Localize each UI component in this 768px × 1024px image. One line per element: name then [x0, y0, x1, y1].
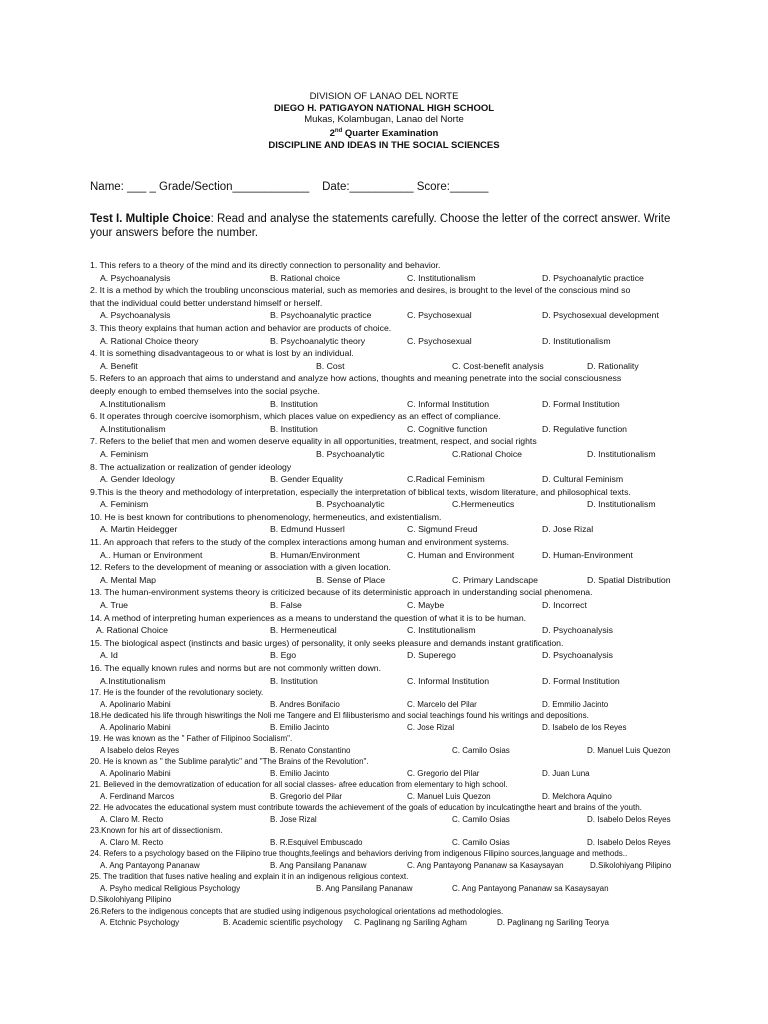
answer-option: B. Human/Environment [270, 549, 360, 560]
question-stem: 6. It operates through coercive isomorphism, which places value on expediency as an effect of compliance. [90, 411, 501, 422]
answer-option: C. Informal Institution [407, 675, 490, 686]
answer-option: B. Psychoanalytic theory [270, 335, 366, 346]
answer-option: C. Institutionalism [407, 625, 476, 636]
answer-options [90, 860, 690, 872]
answer-option: A.Institutionalism [100, 675, 166, 686]
exam-label: Quarter Examination [342, 128, 439, 140]
answer-option: A. Benefit [100, 360, 138, 371]
question-item [90, 662, 690, 687]
answer-option: A. Apolinario Mabini [100, 699, 171, 709]
answer-option: D. Psychosexual development [542, 310, 659, 321]
quarter-number: 2 [329, 128, 335, 140]
question-item [90, 871, 690, 894]
question-stem: 10. He is best known for contributions to phenomenology, hermeneutics, and existentialism. [90, 511, 442, 522]
answer-option: C. Camilo Osias [452, 814, 510, 824]
question-item [90, 372, 690, 410]
answer-option: D. Jose Rizal [542, 524, 594, 535]
answer-option: B. Institution [270, 423, 318, 434]
answer-option: D. Institutionalism [587, 448, 656, 459]
answer-option: D.Sikolohiyang Pilipino [590, 860, 672, 870]
answer-options [90, 335, 690, 348]
answer-option: C. Cognitive function [407, 423, 488, 434]
answer-option: B. Andres Bonifacio [270, 699, 340, 709]
answer-option: A. Psychoanalysis [100, 310, 171, 321]
question-stem: 13. The human-environment systems theory is criticized because of its deterministic approach in understanding social phenomena. [90, 587, 593, 598]
answer-option: B. Gender Equality [270, 474, 343, 485]
question-stem: 2. It is a method by which the troubling unconscious material, such as memories and desires, is brought to the level of the conscious mind so [90, 285, 631, 296]
answer-option: B. Rational choice [270, 272, 341, 283]
school-name: DIEGO H. PATIGAYON NATIONAL HIGH SCHOOL [273, 102, 495, 114]
answer-option: B. Psychoanalytic [316, 448, 385, 459]
answer-options [90, 309, 690, 322]
answer-option: B. Institution [270, 398, 318, 409]
answer-option: A. Feminism [100, 499, 149, 510]
question-stem: 18.He dedicated his life through hiswritings the Noli me Tangere and El filibusterismo and social teachings found his writings and depositions. [90, 711, 589, 721]
question-stem: 3. This theory explains that human action and behavior are products of choice. [90, 322, 392, 333]
answer-options [90, 917, 690, 929]
answer-option: B. Renato Constantino [270, 745, 351, 755]
answer-option: D. Spatial Distribution [587, 574, 671, 585]
division-line: DIVISION OF LANAO DEL NORTE [309, 91, 459, 102]
answer-option: B. Institution [270, 675, 318, 686]
answer-option: A. Id [100, 650, 118, 661]
answer-option: D. Formal Institution [542, 398, 620, 409]
answer-option: C.Rational Choice [452, 448, 523, 459]
exam-quarter [0, 126, 768, 140]
question-stem: 23.Known for his art of dissectionism. [90, 826, 223, 836]
answer-option: D. Rationality [587, 360, 639, 371]
question-stem: 8. The actualization or realization of gender ideology [90, 461, 292, 472]
question-item [90, 612, 690, 637]
answer-option: D. Regulative function [542, 423, 627, 434]
question-item [90, 733, 690, 756]
answer-option: A. Psyho medical Religious Psychology [100, 883, 241, 893]
answer-option: B. False [270, 600, 302, 611]
question-list [90, 259, 690, 929]
answer-option: B. R.Esquivel Embuscado [270, 837, 363, 847]
question-item [90, 586, 690, 611]
answer-options [90, 360, 690, 373]
answer-option: B. Cost [316, 360, 345, 371]
question-item [90, 511, 690, 536]
question-stem: 17. He is the founder of the revolutionary society. [90, 688, 264, 698]
school-address: Mukas, Kolambugan, Lanao del Norte [304, 114, 464, 126]
answer-options [90, 768, 690, 780]
question-stem: 22. He advocates the educational system must contribute towards the achievement of the goals of education by inculcatingthe heart and brains of the youth. [90, 803, 642, 813]
question-item [90, 687, 690, 710]
question-item [90, 461, 690, 486]
answer-option: C. Camilo Osias [452, 837, 510, 847]
answer-option: C. Psychosexual [407, 310, 472, 321]
answer-option: D. Isabelo Delos Reyes [587, 814, 671, 824]
answer-option: B. Sense of Place [316, 574, 386, 585]
answer-option: D. Juan Luna [542, 768, 590, 778]
answer-options [90, 883, 690, 895]
question-item [90, 486, 690, 511]
answer-option: D. Isabelo de los Reyes [542, 722, 627, 732]
student-info-line: Name: ___ _ Grade/Section____________ Date:__________ Score:______ [90, 181, 489, 193]
answer-option: D. Psychoanalysis [542, 625, 613, 636]
question-item [90, 322, 690, 347]
question-stem: D.Sikolohiyang Pilipino [90, 895, 172, 905]
answer-option: C. Jose Rizal [407, 722, 455, 732]
answer-option: C. Cost-benefit analysis [452, 360, 544, 371]
answer-option: D. Institutionalism [542, 335, 611, 346]
quarter-suffix: nd [334, 128, 343, 135]
answer-options [90, 448, 690, 461]
answer-option: C. Paglinang ng Sariling Agham [354, 918, 467, 928]
answer-option: C. Informal Institution [407, 398, 490, 409]
answer-option: A.. Human or Environment [100, 549, 203, 560]
answer-option: A. Apolinario Mabini [100, 768, 171, 778]
answer-options [90, 745, 690, 757]
answer-option: B. Gregorio del Pilar [270, 791, 343, 801]
answer-options [90, 523, 690, 536]
answer-options [90, 675, 690, 688]
answer-option: A. Apolinario Mabini [100, 722, 171, 732]
answer-options [90, 574, 690, 587]
answer-option: D. Superego [407, 650, 456, 661]
answer-options [90, 624, 690, 637]
answer-option: A.Institutionalism [100, 423, 166, 434]
answer-option: D. Emmilio Jacinto [542, 699, 609, 709]
question-item [90, 802, 690, 825]
question-stem: 15. The biological aspect (instincts and basic urges) of personality, it only seeks pleasure and demands instant gratification. [90, 637, 564, 648]
answer-options [90, 791, 690, 803]
test-title: Test I. Multiple Choice [90, 213, 211, 225]
answer-option: D. Paglinang ng Sariling Teorya [497, 918, 609, 928]
question-item [90, 637, 690, 662]
answer-option: A. Ferdinand Marcos [100, 791, 175, 801]
question-item [90, 825, 690, 848]
answer-option: D. Melchora Aquino [542, 791, 612, 801]
answer-option: C. Gregorio del Pilar [407, 768, 480, 778]
question-item [90, 848, 690, 871]
answer-options [90, 649, 690, 662]
answer-option: C. Institutionalism [407, 272, 476, 283]
question-item [90, 347, 690, 372]
question-stem: 9.This is the theory and methodology of interpretation, especially the interpretation of biblical texts, wisdom literature, and philosophical texts. [90, 486, 631, 497]
answer-option: D. Human-Environment [542, 549, 633, 560]
question-stem: 16. The equally known rules and norms but are not commonly written down. [90, 663, 382, 673]
question-item [90, 410, 690, 435]
answer-option: D. Manuel Luis Quezon [587, 745, 671, 755]
question-item [90, 435, 690, 460]
answer-option: A. Rational Choice theory [100, 335, 199, 346]
question-item [90, 561, 690, 586]
answer-option: B. Emilio Jacinto [270, 722, 330, 732]
test-instructions [90, 212, 690, 240]
answer-options [90, 498, 690, 511]
question-stem: deeply enough to embed themselves into the social psyche. [90, 385, 320, 396]
answer-option: C. Human and Environment [407, 549, 515, 560]
answer-option: B. Ego [270, 650, 297, 661]
answer-option: C. Psychosexual [407, 335, 472, 346]
answer-option: B. Edmund Husserl [270, 524, 345, 535]
answer-option: B. Psychoanalytic practice [270, 310, 372, 321]
answer-option: C. Maybe [407, 600, 445, 611]
answer-option: B. Emilio Jacinto [270, 768, 330, 778]
question-stem: 11. An approach that refers to the study of the complex interactions among human and environment systems. [90, 537, 510, 548]
question-item [90, 710, 690, 733]
answer-option: A. Mental Map [100, 574, 157, 585]
answer-options [90, 473, 690, 486]
answer-options [90, 272, 690, 285]
answer-options [90, 423, 690, 436]
answer-option: A. Etchnic Psychology [100, 918, 180, 928]
instruction-text: : Read and analyse the statements carefully. Choose the letter of the correct answer. Write your answers before the number. [90, 213, 671, 239]
question-stem: 21. Believed in the demovratization of education for all social classes- afree education from elementary to high school. [90, 780, 508, 790]
answer-option: B. Ang Pansilang Pananaw [270, 860, 367, 870]
question-stem: 1. This refers to a theory of the mind and its directly connection to personality and behavior. [90, 260, 441, 270]
answer-option: A. Martin Heidegger [100, 524, 178, 535]
answer-option: D. Isabelo Delos Reyes [587, 837, 671, 847]
answer-option: C.Radical Feminism [407, 474, 485, 485]
question-item [90, 756, 690, 779]
question-stem: 19. He was known as the " Father of Filipinoo Socialism". [90, 734, 293, 744]
answer-options [90, 699, 690, 711]
answer-option: C. Primary Landscape [452, 574, 538, 585]
answer-option: D. Psychoanalysis [542, 650, 613, 661]
question-stem: 26.Refers to the indigenous concepts that are studied using indigenous psychological orientations ad methodologies. [90, 906, 504, 916]
answer-option: C. Ang Pantayong Pananaw sa Kasaysayan [452, 883, 609, 893]
answer-option: B. Ang Pansilang Pananaw [316, 883, 413, 893]
question-item [90, 284, 690, 322]
answer-option: D. Formal Institution [542, 675, 620, 686]
answer-options [90, 814, 690, 826]
question-stem: 12. Refers to the development of meaning or association with a given location. [90, 562, 391, 573]
answer-option: A. Ang Pantayong Pananaw [100, 860, 200, 870]
answer-option: A. Gender Ideology [100, 474, 175, 485]
question-stem: 20. He is known as " the Sublime paralytic" and "The Brains of the Revolution". [90, 757, 369, 767]
answer-option: D. Incorrect [542, 600, 587, 611]
question-stem: 5. Refers to an approach that aims to understand and analyze how actions, thoughts and meaning penetrate into the social consciousness [90, 373, 622, 384]
answer-option: A. Rational Choice [96, 625, 168, 636]
question-item [90, 536, 690, 561]
answer-options [90, 722, 690, 734]
answer-option: D. Institutionalism [587, 499, 656, 510]
answer-option: C. Sigmund Freud [407, 524, 478, 535]
answer-option: A. Psychoanalysis [100, 272, 171, 283]
exam-header [0, 91, 768, 152]
question-stem: 25. The tradition that fuses native healing and explain it in an indigenous religious context. [90, 872, 409, 882]
question-item [90, 779, 690, 802]
question-stem: 24. Refers to a psychology based on the Filipino true thoughts,feelings and behaviors deriving from indigenous Filipino sources,language and methods.. [90, 849, 628, 859]
answer-option: C.Hermeneutics [452, 499, 515, 510]
question-stem: 4. It is something disadvantageous to or what is lost by an individual. [90, 348, 354, 359]
answer-options [90, 837, 690, 849]
answer-option: A. Claro M. Recto [100, 814, 164, 824]
question-stem: 7. Refers to the belief that men and women deserve equality in all opportunities, treatment, respect, and social rights [90, 436, 537, 447]
answer-option: C. Manuel Luis Quezon [407, 791, 491, 801]
answer-option: A. Claro M. Recto [100, 837, 164, 847]
question-item [90, 894, 690, 929]
answer-options [90, 398, 690, 411]
answer-option: D. Cultural Feminism [542, 474, 624, 485]
answer-option: C. Ang Pantayong Pananaw sa Kasaysayan [407, 860, 564, 870]
answer-options [90, 549, 690, 562]
answer-option: B. Academic scientific psychology [223, 918, 343, 928]
answer-option: B. Psychoanalytic [316, 499, 385, 510]
subject-title: DISCIPLINE AND IDEAS IN THE SOCIAL SCIENCES [268, 139, 500, 151]
question-stem: 14. A method of interpreting human experiences as a means to understand the question of what it is to be human. [90, 612, 527, 623]
answer-options [90, 599, 690, 612]
answer-option: A Isabelo delos Reyes [100, 745, 180, 755]
answer-option: D. Psychoanalytic practice [542, 272, 644, 283]
answer-option: C. Marcelo del Pilar [407, 699, 477, 709]
answer-option: B. Jose Rizal [270, 814, 317, 824]
answer-option: A. Feminism [100, 448, 149, 459]
question-stem: that the individual could better understand himself or herself. [90, 297, 323, 308]
answer-option: A.Institutionalism [100, 398, 166, 409]
answer-option: C. Camilo Osias [452, 745, 510, 755]
answer-option: A. True [100, 600, 129, 611]
question-item [90, 259, 690, 284]
answer-option: B. Hermeneutical [270, 625, 337, 636]
